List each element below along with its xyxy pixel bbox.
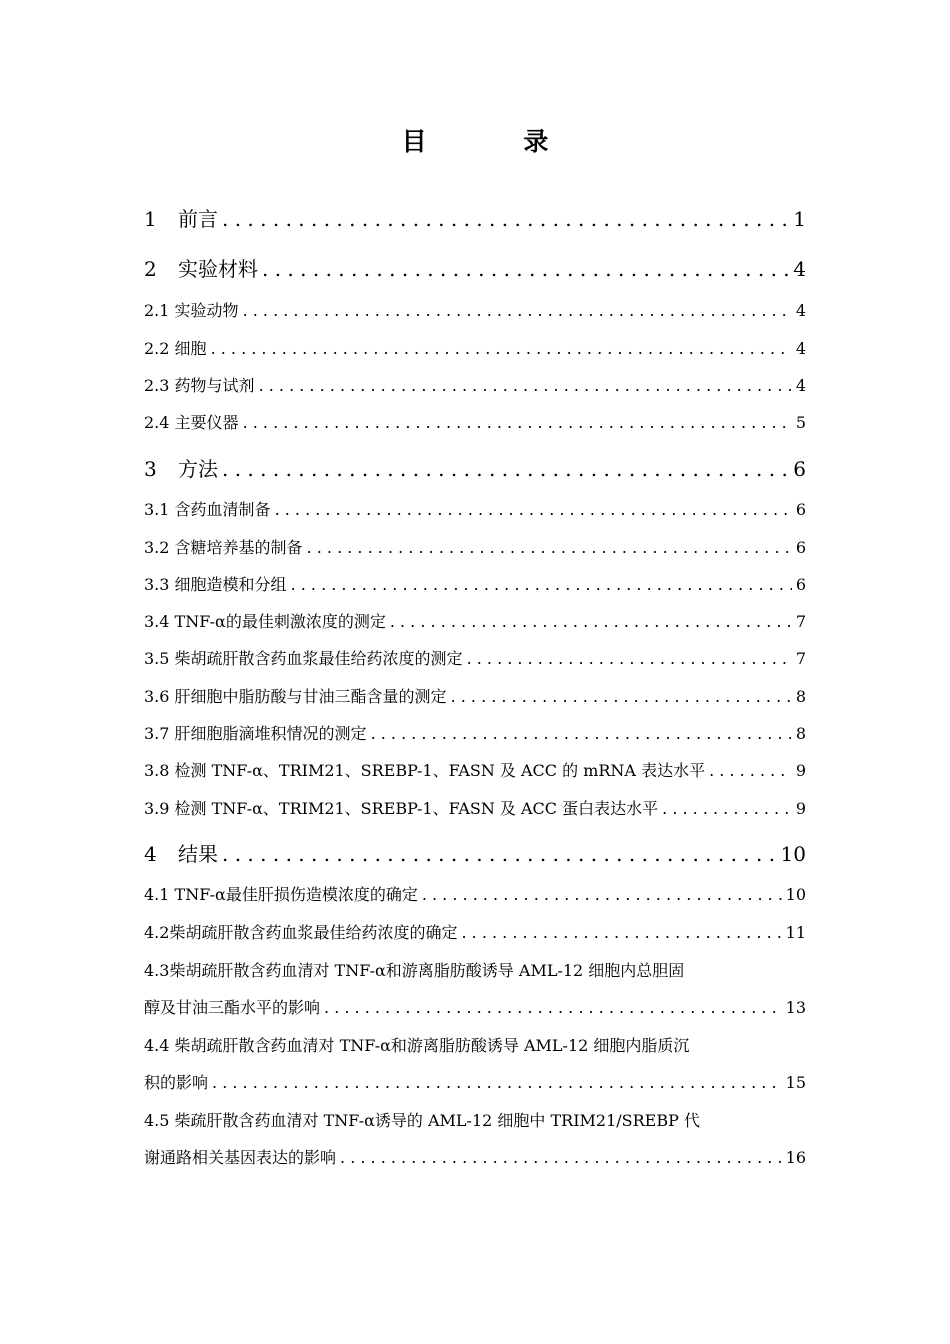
toc-number: 4.1 bbox=[144, 885, 170, 904]
toc-number: 3.9 bbox=[144, 799, 170, 818]
dot-leader bbox=[340, 1148, 782, 1167]
toc-page: 8 bbox=[795, 687, 806, 706]
toc-title: 谢通路相关基因表达的影响 bbox=[144, 1148, 337, 1167]
toc-page: 13 bbox=[785, 998, 806, 1017]
dot-leader bbox=[243, 301, 792, 320]
toc-entry-2-2[interactable] bbox=[144, 336, 806, 359]
toc-entry-4-5-line2[interactable] bbox=[144, 1145, 806, 1168]
dot-leader bbox=[709, 761, 792, 780]
dot-leader bbox=[390, 612, 792, 631]
toc-entry-4[interactable] bbox=[144, 838, 806, 867]
toc-page: 6 bbox=[795, 575, 806, 594]
toc-entry-4-4-line2[interactable] bbox=[144, 1070, 806, 1093]
toc-number: 3.1 bbox=[144, 500, 170, 519]
toc-title: 药物与试剂 bbox=[174, 376, 255, 395]
toc-entry-2-3[interactable] bbox=[144, 373, 806, 396]
toc-number: 4.4 bbox=[144, 1036, 170, 1055]
toc-page: 8 bbox=[795, 724, 806, 743]
toc-page: 9 bbox=[795, 761, 806, 780]
toc-page: 7 bbox=[795, 612, 806, 631]
toc-title: 检测 TNF-α、TRIM21、SREBP-1、FASN 及 ACC 的 mRNA 表达水平 bbox=[174, 761, 706, 780]
dot-leader bbox=[259, 376, 792, 395]
toc-entry-3-7[interactable] bbox=[144, 721, 806, 744]
toc-number: 3.6 bbox=[144, 687, 170, 706]
toc-page: 15 bbox=[785, 1073, 806, 1092]
dot-leader bbox=[662, 799, 792, 818]
toc-title: 肝细胞脂滴堆积情况的测定 bbox=[174, 724, 367, 743]
toc-title: 积的影响 bbox=[144, 1073, 209, 1092]
toc-title: 柴胡疏肝散含药血清对 TNF-α和游离脂肪酸诱导 AML-12 细胞内脂质沉 bbox=[174, 1036, 690, 1055]
toc-page: 10 bbox=[780, 842, 806, 866]
dot-leader bbox=[324, 998, 782, 1017]
dot-leader bbox=[262, 257, 789, 281]
toc-page: 5 bbox=[795, 413, 806, 432]
toc-page: 6 bbox=[793, 457, 806, 481]
toc-page: 7 bbox=[795, 649, 806, 668]
toc-entry-2-1[interactable] bbox=[144, 298, 806, 321]
toc-page: 1 bbox=[793, 207, 806, 231]
toc-number: 4.3 bbox=[144, 961, 170, 980]
toc-title: 柴胡疏肝散含药血浆最佳给药浓度的确定 bbox=[169, 923, 458, 942]
dot-leader bbox=[243, 413, 792, 432]
page-title: 目 录 bbox=[401, 127, 593, 156]
toc-title: 实验材料 bbox=[178, 257, 258, 281]
toc-number: 3 bbox=[144, 457, 157, 481]
toc-number: 3.3 bbox=[144, 575, 170, 594]
toc-entry-4-4-line1[interactable] bbox=[144, 1033, 806, 1056]
toc-entry-4-3-line2[interactable] bbox=[144, 995, 806, 1018]
toc-title: 细胞 bbox=[174, 339, 207, 358]
toc-title: 柴胡疏肝散含药血清对 TNF-α和游离脂肪酸诱导 AML-12 细胞内总胆固 bbox=[169, 961, 685, 980]
toc-page: 6 bbox=[795, 500, 806, 519]
dot-leader bbox=[307, 538, 792, 557]
toc-entry-3-1[interactable] bbox=[144, 497, 806, 520]
toc-entry-4-2[interactable] bbox=[144, 920, 806, 943]
toc-number: 4.5 bbox=[144, 1111, 170, 1130]
toc-number: 2.1 bbox=[144, 301, 170, 320]
dot-leader bbox=[467, 649, 792, 668]
toc-page: 4 bbox=[793, 257, 806, 281]
toc-title: 含药血清制备 bbox=[174, 500, 271, 519]
dot-leader bbox=[275, 500, 792, 519]
toc-page: 9 bbox=[795, 799, 806, 818]
toc-number: 2.4 bbox=[144, 413, 170, 432]
toc-number: 4 bbox=[144, 842, 157, 866]
toc-entry-3-9[interactable] bbox=[144, 796, 806, 819]
dot-leader bbox=[222, 207, 789, 231]
toc-title: 醇及甘油三酯水平的影响 bbox=[144, 998, 321, 1017]
toc-page: 6 bbox=[795, 538, 806, 557]
toc-entry-3-6[interactable] bbox=[144, 684, 806, 707]
toc-entry-3-3[interactable] bbox=[144, 572, 806, 595]
toc-page: 10 bbox=[785, 885, 806, 904]
toc-number: 3.5 bbox=[144, 649, 170, 668]
toc-title: 肝细胞中脂肪酸与甘油三酯含量的测定 bbox=[174, 687, 447, 706]
toc-number: 4.2 bbox=[144, 923, 170, 942]
toc-entry-2[interactable] bbox=[144, 253, 806, 282]
toc-number: 1 bbox=[144, 207, 157, 231]
toc-title: TNF-α的最佳刺激浓度的测定 bbox=[174, 612, 386, 631]
toc-title: 结果 bbox=[178, 842, 218, 866]
toc-title: 方法 bbox=[178, 457, 218, 481]
toc-number: 2 bbox=[144, 257, 157, 281]
toc-number: 3.8 bbox=[144, 761, 170, 780]
toc-entry-3[interactable] bbox=[144, 453, 806, 482]
toc-page: 4 bbox=[795, 376, 806, 395]
toc-entry-4-5-line1[interactable] bbox=[144, 1108, 806, 1131]
dot-leader bbox=[222, 457, 789, 481]
toc-entry-3-4[interactable] bbox=[144, 609, 806, 632]
toc-entry-4-3-line1[interactable] bbox=[144, 958, 806, 981]
dot-leader bbox=[222, 842, 777, 866]
toc-entry-3-5[interactable] bbox=[144, 646, 806, 669]
dot-leader bbox=[451, 687, 792, 706]
toc-number: 3.7 bbox=[144, 724, 170, 743]
toc-entry-3-8[interactable] bbox=[144, 758, 806, 781]
toc-entry-4-1[interactable] bbox=[144, 882, 806, 905]
dot-leader bbox=[422, 885, 782, 904]
toc-entry-2-4[interactable] bbox=[144, 410, 806, 433]
toc-title: 细胞造模和分组 bbox=[174, 575, 287, 594]
toc-title: TNF-α最佳肝损伤造模浓度的确定 bbox=[174, 885, 418, 904]
toc-entry-3-2[interactable] bbox=[144, 535, 806, 558]
toc-page: 16 bbox=[785, 1148, 806, 1167]
toc-title: 柴疏肝散含药血清对 TNF-α诱导的 AML-12 细胞中 TRIM21/SREBP 代 bbox=[174, 1111, 700, 1130]
dot-leader bbox=[371, 724, 792, 743]
dot-leader bbox=[212, 1073, 782, 1092]
dot-leader bbox=[291, 575, 792, 594]
toc-page: 11 bbox=[785, 923, 806, 942]
dot-leader bbox=[211, 339, 792, 358]
toc-number: 2.3 bbox=[144, 376, 170, 395]
toc-title: 前言 bbox=[178, 207, 218, 231]
dot-leader bbox=[461, 923, 781, 942]
toc-title: 主要仪器 bbox=[174, 413, 239, 432]
toc-title: 含糖培养基的制备 bbox=[174, 538, 303, 557]
toc-title: 柴胡疏肝散含药血浆最佳给药浓度的测定 bbox=[174, 649, 463, 668]
toc-title: 实验动物 bbox=[174, 301, 239, 320]
toc-title: 检测 TNF-α、TRIM21、SREBP-1、FASN 及 ACC 蛋白表达水平 bbox=[174, 799, 659, 818]
toc-number: 3.2 bbox=[144, 538, 170, 557]
toc-page: 4 bbox=[795, 301, 806, 320]
toc-page: 4 bbox=[795, 339, 806, 358]
toc-number: 2.2 bbox=[144, 339, 170, 358]
toc-number: 3.4 bbox=[144, 612, 170, 631]
toc-entry-1[interactable] bbox=[144, 203, 806, 232]
